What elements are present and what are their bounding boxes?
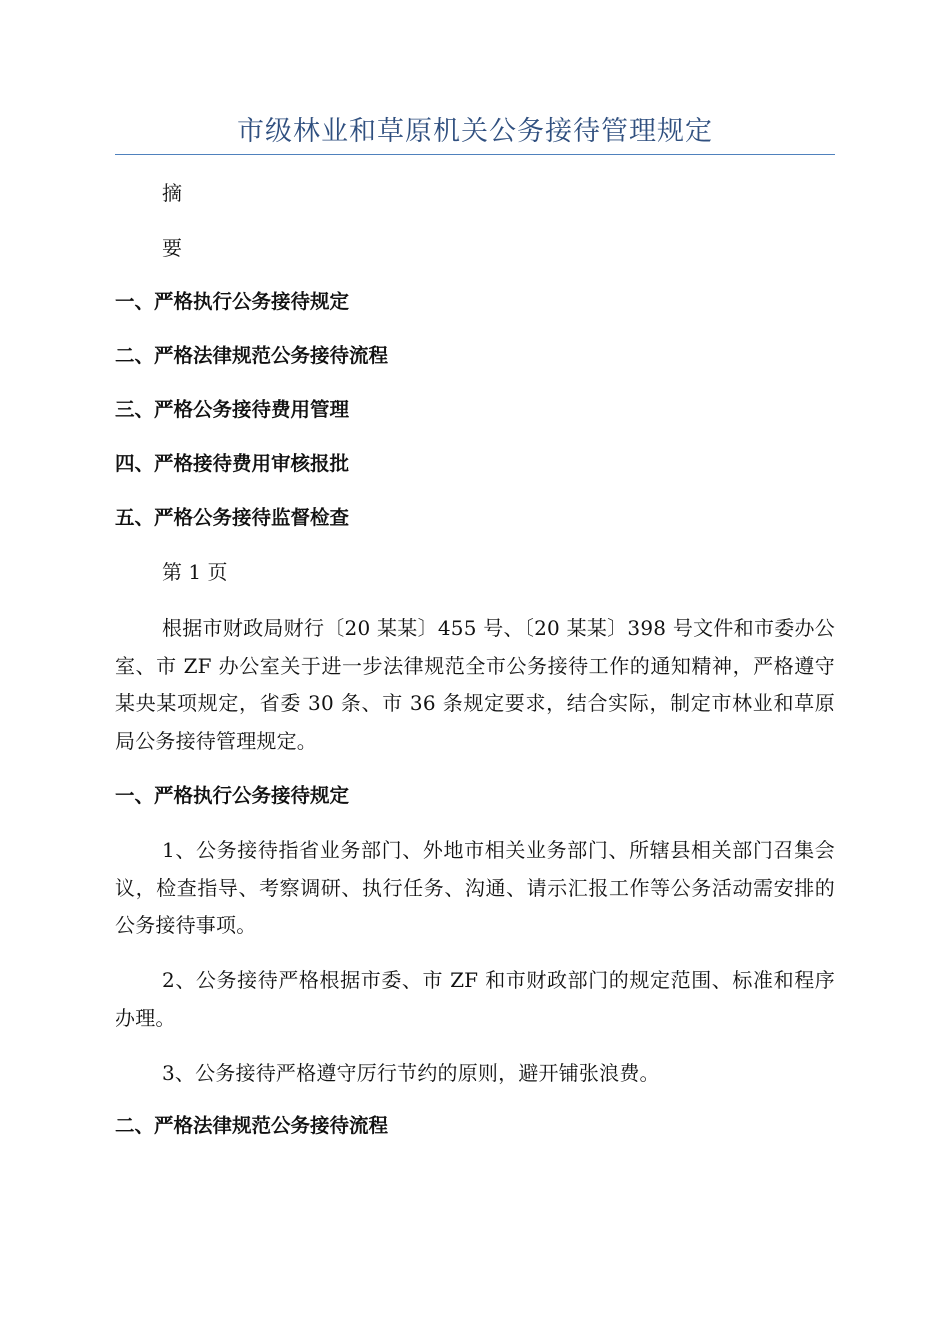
toc-item-3: 三、严格公务接待费用管理 [115, 398, 350, 421]
toc-item-2: 二、严格法律规范公务接待流程 [115, 344, 389, 367]
abstract-label-2: 要 [162, 236, 182, 260]
abstract-label-1: 摘 [162, 181, 182, 205]
title-underline [115, 154, 835, 155]
toc-item-5: 五、严格公务接待监督检查 [115, 506, 350, 529]
intro-paragraph: 根据市财政局财行〔20 某某〕455 号、〔20 某某〕398 号文件和市委办公室、市 ZF 办公室关于进一步法律规范全市公务接待工作的通知精神，严格遵守某央某项规定，省委 30 条、市 36 条规定要求，结合实际，制定市林业和草原局公务接待管理规定。 [115, 616, 835, 753]
page-label: 第 1 页 [162, 560, 228, 584]
section-1-heading: 一、严格执行公务接待规定 [115, 784, 350, 807]
toc-item-1: 一、严格执行公务接待规定 [115, 290, 350, 313]
toc-item-4: 四、严格接待费用审核报批 [115, 452, 350, 475]
section-2-heading: 二、严格法律规范公务接待流程 [115, 1114, 389, 1137]
section-1-item-1: 1、公务接待指省业务部门、外地市相关业务部门、所辖县相关部门召集会议，检查指导、考察调研、执行任务、沟通、请示汇报工作等公务活动需安排的公务接待事项。 [115, 838, 835, 937]
document-title: 市级林业和草原机关公务接待管理规定 [237, 116, 713, 147]
section-1-item-3: 3、公务接待严格遵守厉行节约的原则，避开铺张浪费。 [162, 1061, 660, 1085]
section-1-item-2: 2、公务接待严格根据市委、市 ZF 和市财政部门的规定范围、标准和程序办理。 [115, 968, 835, 1030]
